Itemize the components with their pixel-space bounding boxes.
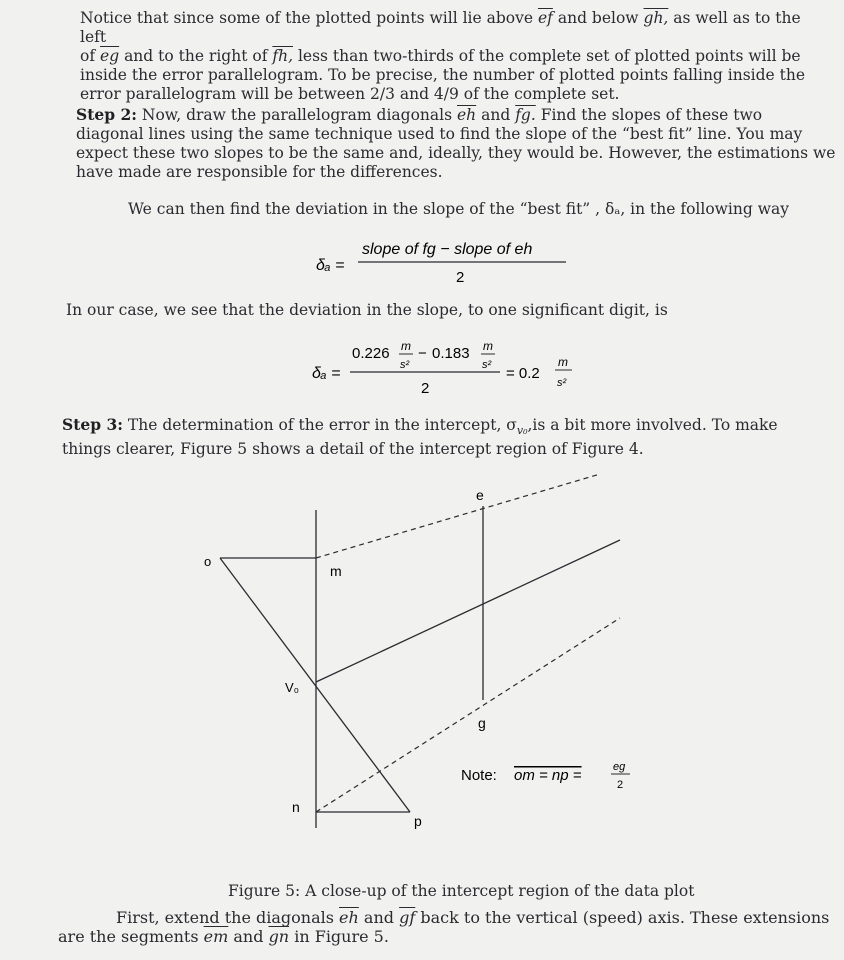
formula2-denominator: 2 (421, 380, 430, 397)
segment-fg: fg. (515, 106, 536, 124)
text: In our case, we see that the deviation in the slope, to one significant digit, is (66, 301, 668, 319)
label-e: e (476, 487, 484, 503)
text: as well as to the left (80, 9, 801, 46)
formula2-result-unit-top: m (558, 355, 568, 369)
text: diagonal lines using the same technique used to find the slope of the “best fit” line. You may (76, 125, 803, 143)
text: and (233, 927, 264, 946)
segment-eh: $\overline{eh}$ (339, 908, 359, 927)
formula2-minus: − (418, 345, 427, 362)
line-o-p (220, 558, 410, 812)
text: and (481, 106, 511, 124)
step2-label: Step 2: (76, 105, 137, 124)
step2-paragraph (76, 105, 836, 182)
text: Find the slopes of these two (540, 106, 763, 124)
segment-eh: $\overline{eh}$ (457, 106, 477, 124)
text: in Figure 5. (294, 927, 389, 946)
text: less than two-thirds of the complete set of plotted points will be (297, 47, 801, 65)
formula2-result: = 0.2 (506, 365, 540, 382)
step3-label: Step 3: (62, 415, 123, 434)
deviation-intro (128, 200, 828, 219)
label-p: p (414, 813, 422, 829)
formula2-v1: 0.226 (352, 345, 390, 362)
label-o: o (204, 554, 212, 569)
segment-gf: $\overline{gf}$ (399, 908, 416, 927)
step3-paragraph (62, 415, 832, 459)
text: Notice that since some of the plotted points will lie above (80, 9, 534, 27)
text: We can then find the deviation in the slope of the “best fit” , δₐ, in the following way (128, 200, 789, 218)
note-prefix: Note: (461, 767, 497, 784)
text: Now, draw the parallelogram diagonals (141, 106, 453, 124)
final-paragraph (58, 908, 838, 946)
text: and below (557, 9, 639, 27)
formula2-unit-bottom-1: s² (400, 359, 410, 371)
text: ,is a bit more involved. To make (527, 416, 778, 434)
segment-gn: $\overline{gn}$ (268, 927, 290, 946)
formula2-unit-top-2: m (483, 339, 493, 353)
label-g: g (478, 715, 486, 731)
note-fraction-bottom: 2 (617, 779, 624, 791)
formula2-v2: 0.183 (432, 345, 470, 362)
text: are the segments (58, 927, 199, 946)
segment-fh: fh, (272, 47, 294, 65)
formula2-lhs: δₐ = (312, 365, 341, 382)
label-n: n (292, 799, 300, 815)
figure-caption (228, 882, 694, 900)
text: and to the right of (124, 47, 268, 65)
slope-deviation-formula (300, 234, 600, 288)
segment-em: $\overline{em}$ (203, 927, 229, 946)
intro-paragraph (80, 9, 830, 104)
segment-gh: gh, (643, 9, 669, 27)
best-fit-line (316, 540, 620, 682)
text: First, extend the diagonals (116, 908, 334, 927)
figure-5-diagram (0, 460, 844, 860)
text: error parallelogram will be between 2/3 and 4/9 of the complete set. (80, 85, 620, 103)
text: The determination of the error in the intercept, σ (127, 416, 517, 434)
text: back to the vertical (speed) axis. These extensions (420, 908, 830, 927)
label-v0: V₀ (285, 680, 300, 695)
formula1-numerator: slope of fg − slope of eh (362, 241, 533, 258)
sigma-subscript: v₀ (516, 424, 528, 438)
formula2-result-unit-bottom: s² (557, 377, 567, 389)
segment-ef: $\overline{ef}$ (537, 9, 553, 27)
formula1-denominator: 2 (456, 269, 465, 286)
formula1-lhs: δₐ = (316, 257, 345, 274)
formula2-unit-top-1: m (401, 339, 411, 353)
formula2-unit-bottom-2: s² (482, 359, 492, 371)
text: of (80, 47, 96, 65)
label-m: m (330, 563, 342, 579)
dashed-line-em (316, 474, 600, 558)
text: and (363, 908, 394, 927)
text: have made are responsible for the differences. (76, 163, 443, 181)
text: Figure 5: A close-up of the intercept region of the data plot (228, 881, 695, 900)
text: inside the error parallelogram. To be precise, the number of plotted points falling inside the (80, 66, 806, 84)
slope-deviation-result-formula (300, 336, 600, 400)
in-our-case-text (66, 301, 826, 320)
note-fraction-top: eg (613, 761, 626, 773)
segment-eg: $\overline{eg}$ (100, 47, 120, 65)
note-equation: om = np = (514, 767, 582, 784)
text: expect these two slopes to be the same and, ideally, they would be. However, the estimations we (76, 144, 836, 162)
text: things clearer, Figure 5 shows a detail of the intercept region of Figure 4. (62, 440, 644, 459)
